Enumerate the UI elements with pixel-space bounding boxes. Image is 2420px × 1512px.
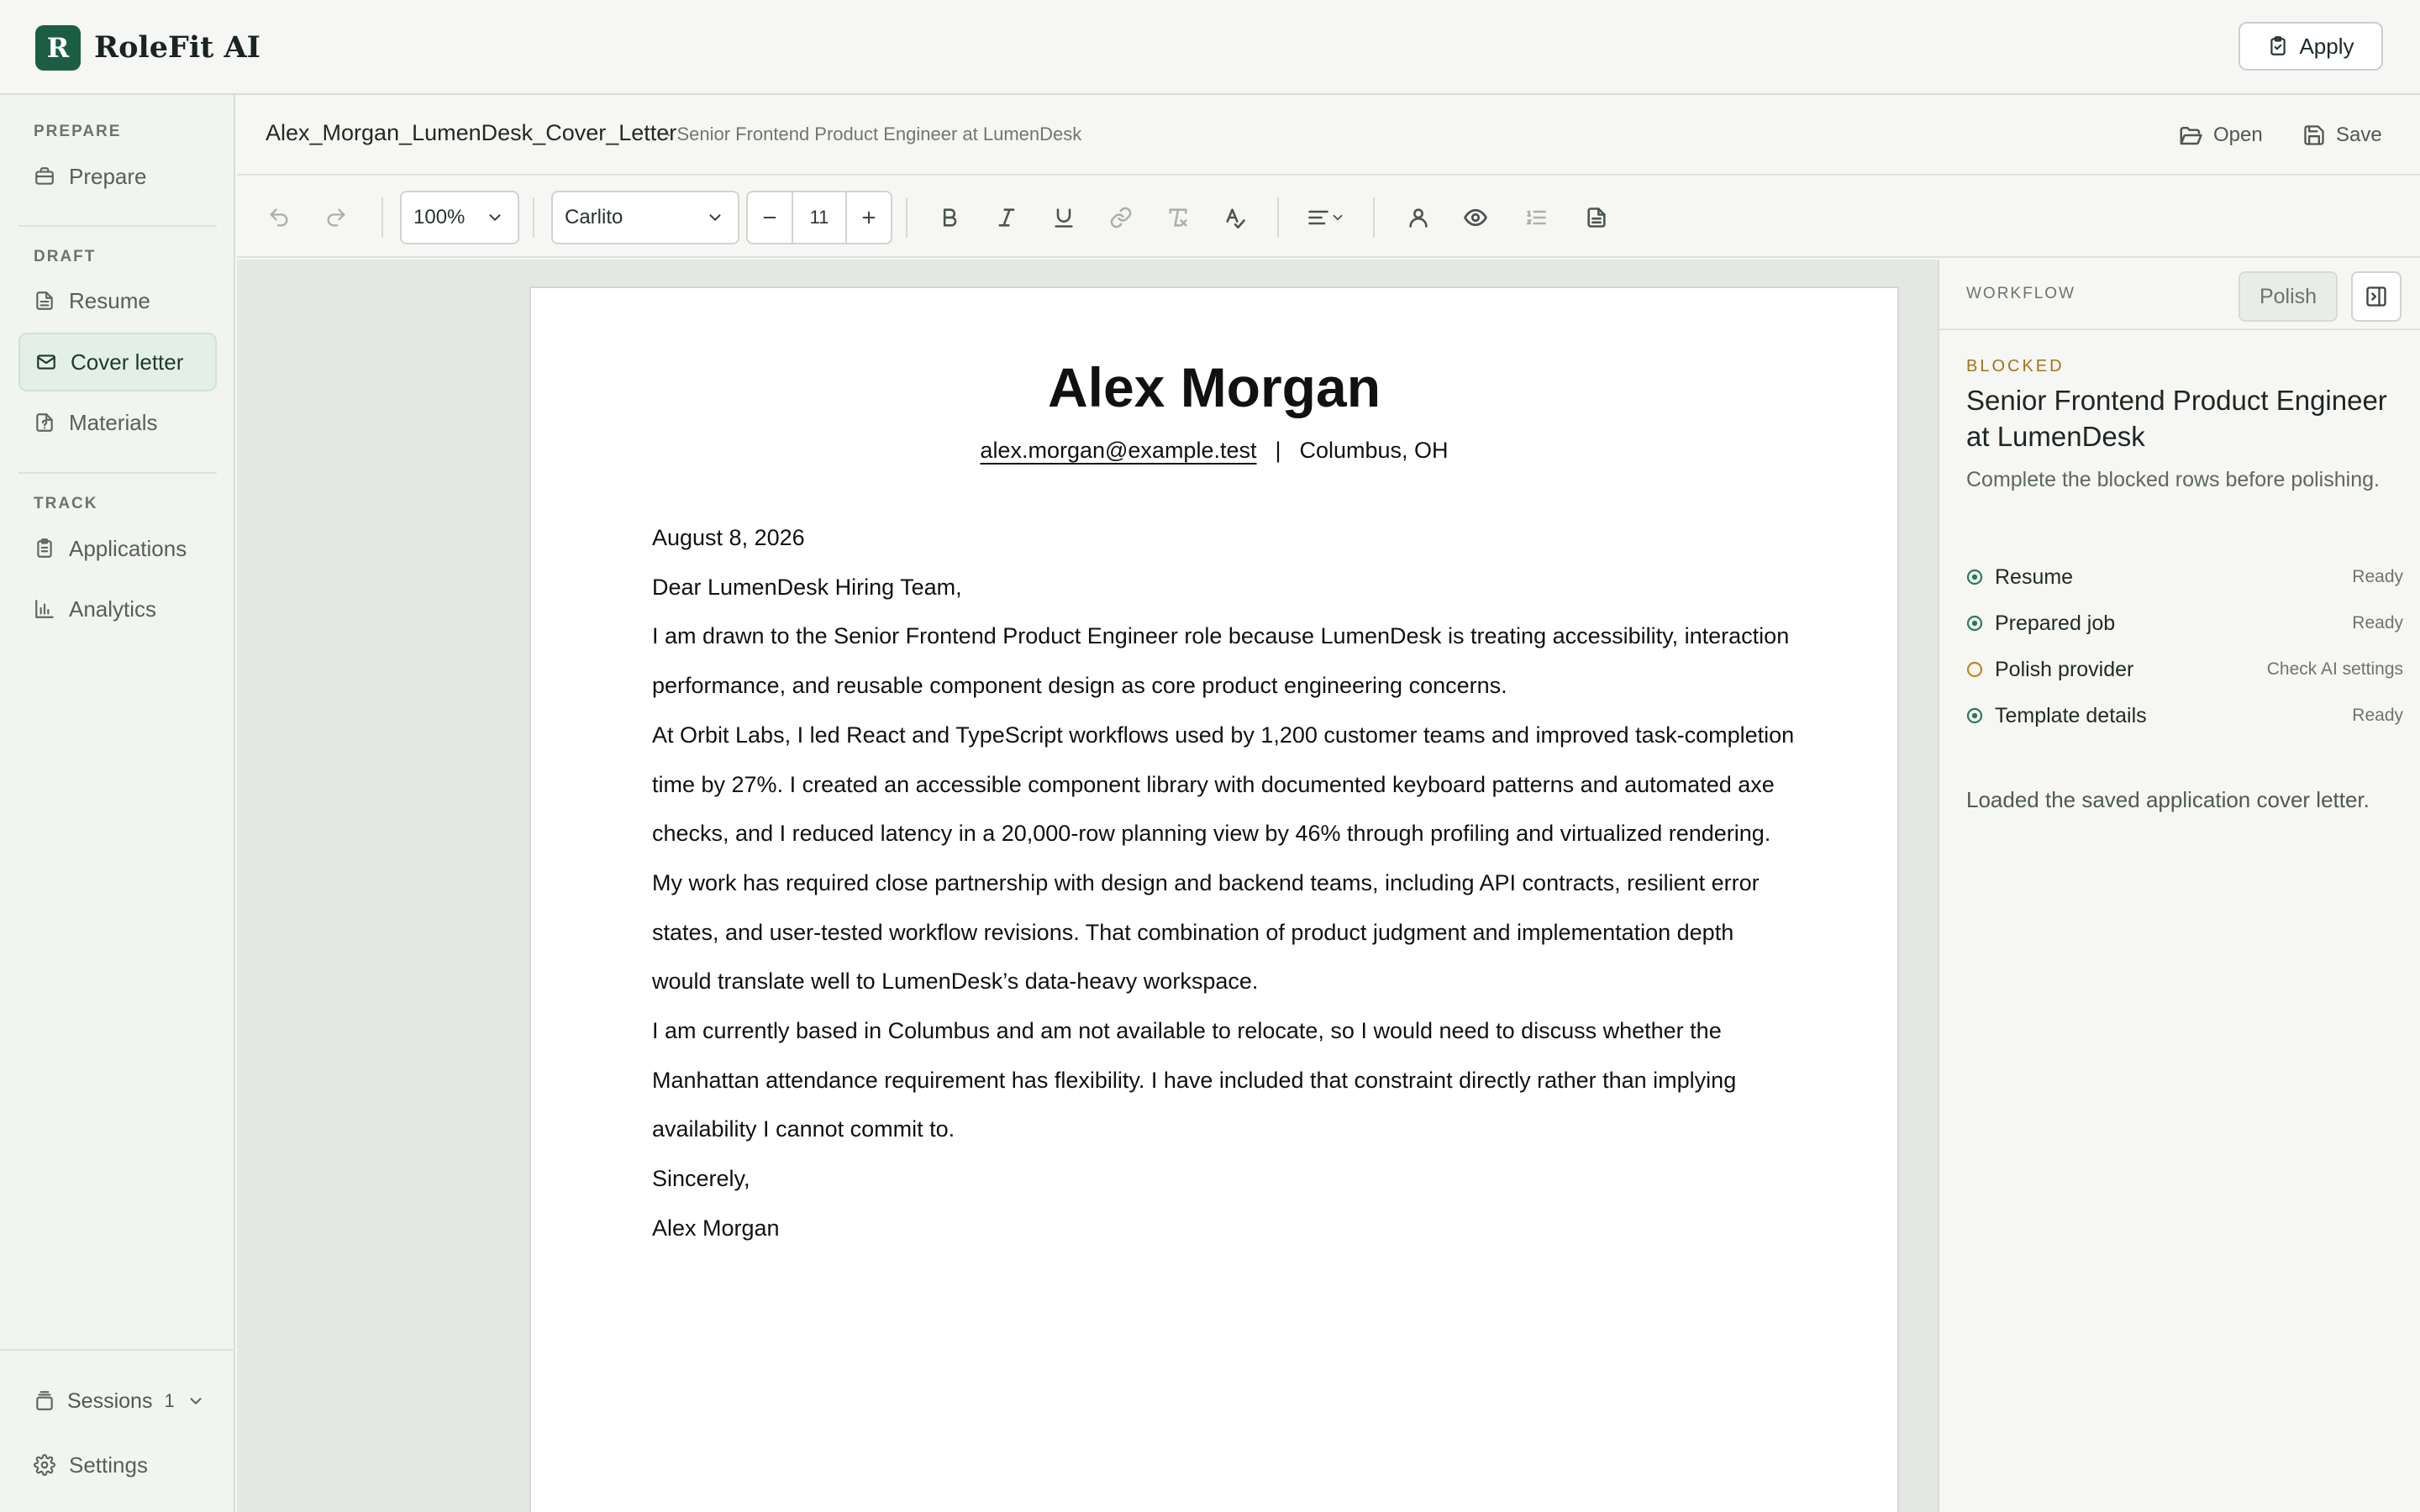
contact-separator: |	[1275, 438, 1281, 463]
collapse-panel-button[interactable]	[2351, 271, 2402, 322]
bar-chart-icon	[34, 598, 55, 620]
increase-font-size-button[interactable]	[847, 192, 891, 243]
letter-paragraph: I am drawn to the Senior Frontend Product Engineer role because LumenDesk is treating accessibility, interaction performance, and reusable component design as core product engineering concerns.	[652, 623, 1790, 699]
sidebar-divider	[18, 472, 217, 474]
top-bar	[0, 0, 2420, 95]
mail-icon	[35, 351, 57, 373]
document-page[interactable]	[529, 286, 1899, 1512]
letterhead-contact	[531, 438, 1897, 464]
document-subtitle: · Senior Frontend Product Engineer at LumenDesk	[666, 123, 1082, 144]
help-document-icon	[34, 412, 55, 433]
toolbar-separator	[1373, 197, 1375, 238]
email-link[interactable]: alex.morgan@example.test	[980, 438, 1257, 463]
polish-button[interactable]: Polish	[2238, 271, 2338, 322]
apply-label: Apply	[2299, 33, 2354, 59]
toolbar-separator	[533, 197, 534, 238]
zoom-value: 100%	[413, 206, 466, 228]
workflow-panel	[1938, 260, 2420, 1512]
sessions-count: 1	[164, 1390, 175, 1411]
sidebar-item-analytics[interactable]	[18, 580, 217, 638]
sidebar-item-label: Materials	[69, 409, 158, 435]
sidebar-item-materials[interactable]	[18, 393, 217, 452]
chevron-down-icon	[1330, 210, 1345, 225]
sidebar-item-applications[interactable]	[18, 519, 217, 578]
document-icon	[34, 290, 55, 312]
check-row-resume	[1966, 560, 2403, 594]
save-label: Save	[2336, 123, 2382, 146]
open-label: Open	[2213, 123, 2263, 146]
workflow-label: WORKFLOW	[1966, 285, 2075, 302]
toolbar-separator	[1277, 197, 1279, 238]
sidebar-item-cover-letter[interactable]	[18, 333, 217, 391]
sidebar-item-resume[interactable]	[18, 271, 217, 330]
decrease-font-size-button[interactable]	[748, 192, 792, 243]
sidebar-item-prepare[interactable]	[18, 147, 217, 206]
font-family-value: Carlito	[565, 206, 623, 228]
app-name: RoleFit AI	[94, 30, 261, 65]
stack-icon	[34, 1390, 55, 1412]
clear-formatting-icon[interactable]	[1160, 199, 1197, 236]
link-icon[interactable]	[1102, 199, 1139, 236]
letter-body[interactable]	[652, 513, 1795, 1253]
spellcheck-icon[interactable]	[1217, 199, 1254, 236]
open-button[interactable]	[2178, 113, 2263, 157]
check-row-polish-provider	[1966, 653, 2403, 686]
toolbar-separator	[906, 197, 908, 238]
status-badge: BLOCKED	[1966, 357, 2065, 375]
letter-paragraph: At Orbit Labs, I led React and TypeScript workflows used by 1,200 customer teams and improved task-completion time by 27%. I created an accessible component library with documented keyboard patterns and automated axe checks, and I reduced latency in a 20,000-row planning view by 46% through profiling and virtualized rendering.	[652, 722, 1795, 847]
check-status: Ready	[2352, 567, 2403, 586]
document-header	[237, 95, 2420, 176]
section-heading-draft: DRAFT	[34, 248, 97, 265]
save-icon	[2302, 123, 2326, 147]
clipboard-check-icon	[2267, 35, 2289, 57]
save-button[interactable]	[2302, 113, 2382, 157]
check-label: Polish provider	[1995, 657, 2134, 681]
check-status: Ready	[2352, 706, 2403, 725]
section-heading-track: TRACK	[34, 495, 98, 512]
letter-closing: Sincerely,	[652, 1166, 750, 1192]
underline-icon[interactable]	[1045, 199, 1082, 236]
workflow-description: Complete the blocked rows before polishing.	[1966, 468, 2380, 491]
redo-icon[interactable]	[318, 199, 355, 236]
bold-icon[interactable]	[931, 199, 968, 236]
italic-icon[interactable]	[988, 199, 1025, 236]
ready-status-icon	[1966, 707, 1983, 724]
font-size-stepper	[746, 191, 892, 244]
letter-signature: Alex Morgan	[652, 1215, 780, 1241]
check-ai-settings-link[interactable]: Check AI settings	[2266, 659, 2403, 679]
document-file-name: Alex_Morgan_LumenDesk_Cover_Letter	[266, 120, 677, 145]
toolbar-separator	[381, 197, 383, 238]
sessions-toggle[interactable]	[18, 1372, 205, 1431]
letter-date: August 8, 2026	[652, 525, 805, 550]
sidebar-item-label: Cover letter	[71, 349, 184, 375]
zoom-select[interactable]	[400, 191, 519, 244]
warning-status-icon	[1966, 661, 1983, 678]
align-menu-button[interactable]	[1297, 199, 1355, 236]
eye-icon[interactable]	[1457, 199, 1494, 236]
letter-paragraph: My work has required close partnership with design and backend teams, including API contracts, resilient error states, and user-tested workflow revisions. That combination of product judgment and implementation depth would translate well to LumenDesk’s data-heavy workspace.	[652, 869, 1760, 995]
chevron-down-icon	[187, 1392, 205, 1410]
clipboard-icon	[34, 538, 55, 559]
plus-icon	[860, 208, 878, 227]
app-logo: R	[35, 25, 81, 71]
document-text-icon[interactable]	[1578, 199, 1615, 236]
sessions-label: Sessions	[67, 1389, 153, 1413]
location: Columbus, OH	[1299, 438, 1449, 463]
check-status: Ready	[2352, 613, 2403, 633]
sidebar-item-label: Resume	[69, 287, 150, 313]
workflow-title: Senior Frontend Product Engineer at LumenDesk	[1966, 385, 2387, 452]
check-label: Template details	[1995, 703, 2147, 727]
minus-icon	[760, 208, 779, 227]
chevron-down-icon	[486, 208, 504, 227]
sidebar-item-label: Prepare	[69, 163, 147, 189]
sidebar-item-label: Analytics	[69, 596, 157, 622]
apply-button[interactable]	[2238, 22, 2383, 71]
font-family-select[interactable]	[551, 191, 739, 244]
sidebar-divider	[18, 225, 217, 227]
workflow-panel-header	[1939, 260, 2420, 330]
letter-paragraph: I am currently based in Columbus and am not available to relocate, so I would need to discuss whether the Manhattan attendance requirement has flexibility. I have included that constraint directly rather than implying availability I cannot commit to.	[652, 1018, 1737, 1142]
check-row-prepared-job	[1966, 606, 2403, 640]
person-icon[interactable]	[1400, 199, 1437, 236]
settings-button[interactable]	[18, 1436, 217, 1494]
font-size-input[interactable]: 11	[792, 192, 847, 243]
letter-salutation: Dear LumenDesk Hiring Team,	[652, 574, 962, 600]
ready-status-icon	[1966, 569, 1983, 585]
workflow-note: Loaded the saved application cover letter.	[1966, 787, 2370, 812]
briefcase-icon	[34, 165, 55, 187]
chevron-down-icon	[706, 208, 724, 227]
check-row-template-details	[1966, 699, 2403, 732]
check-label: Resume	[1995, 564, 2074, 589]
numbered-list-icon[interactable]	[1518, 199, 1555, 236]
panel-collapse-icon	[2365, 285, 2388, 308]
document-canvas	[237, 260, 1938, 1512]
folder-open-icon	[2178, 123, 2203, 148]
settings-label: Settings	[69, 1452, 148, 1478]
sidebar-footer-divider	[0, 1349, 235, 1351]
letterhead-name: Alex Morgan	[1047, 356, 1381, 418]
sidebar	[0, 95, 235, 1512]
undo-icon[interactable]	[260, 199, 297, 236]
check-label: Prepared job	[1995, 611, 2116, 635]
gear-icon	[34, 1454, 55, 1476]
section-heading-prepare: PREPARE	[34, 123, 122, 140]
align-left-icon	[1307, 206, 1330, 229]
sidebar-item-label: Applications	[69, 535, 187, 561]
editor-toolbar	[237, 177, 2420, 258]
ready-status-icon	[1966, 615, 1983, 632]
